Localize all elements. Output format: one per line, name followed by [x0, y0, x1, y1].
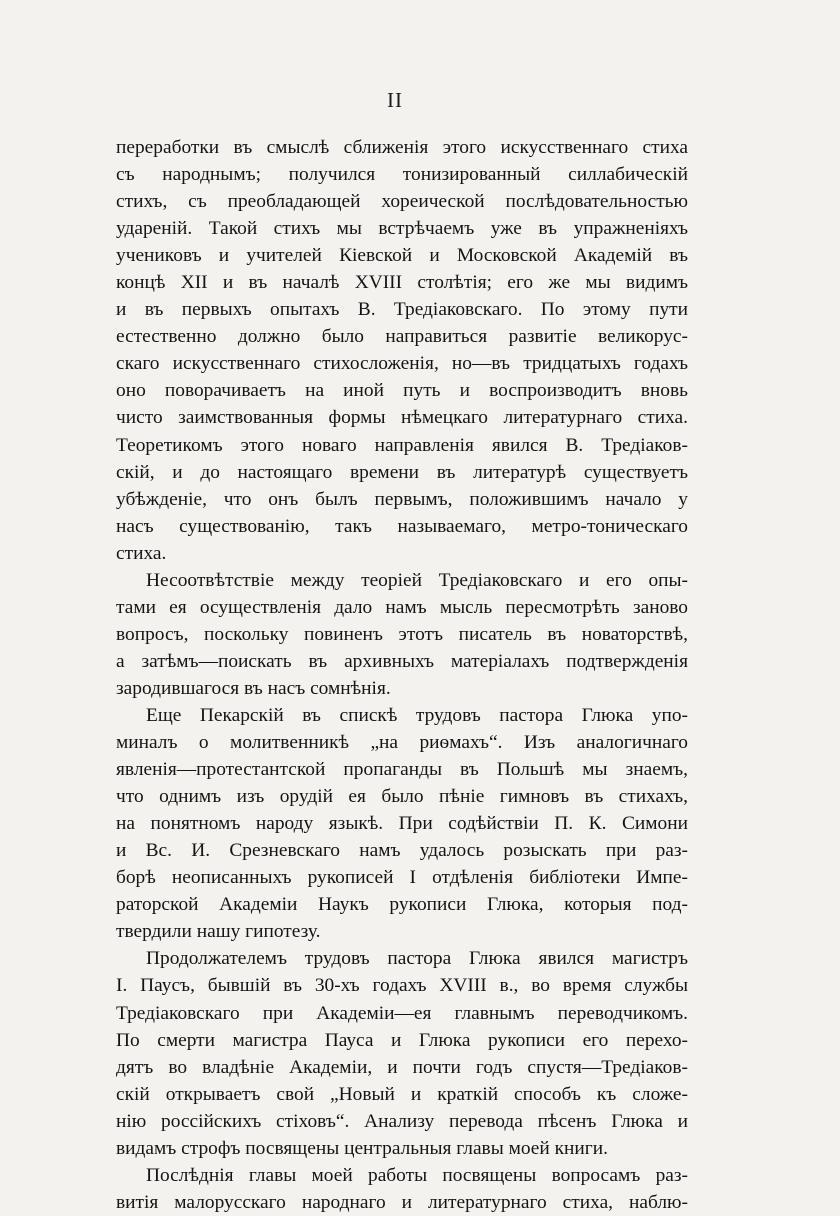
text-line: оно поворачиваетъ на иной путь и воспроизводитъ вновь	[116, 380, 688, 402]
text-line: учениковъ и учителей Кіевской и Московской Академій въ	[116, 245, 688, 267]
text-line: Послѣднія главы моей работы посвящены вопросамъ раз-	[146, 1164, 688, 1186]
text-line: скій, и до настоящаго времени въ литературѣ существуетъ	[116, 461, 688, 483]
text-line: чисто заимствованныя формы нѣмецкаго литературнаго стиха.	[116, 407, 688, 429]
text-line: что однимъ изъ орудій ея было пѣніе гимновъ въ стихахъ,	[116, 786, 688, 808]
text-line: твердили нашу гипотезу.	[116, 921, 321, 943]
text-line: Теоретикомъ этого новаго направленія явился В. Тредіаков-	[116, 434, 688, 456]
text-line: стиха.	[116, 542, 167, 564]
text-line: явленія—протестантской пропаганды въ Польшѣ мы знаемъ,	[116, 759, 688, 781]
text-line: и въ первыхъ опытахъ В. Тредіаковскаго. По этому пути	[116, 299, 688, 321]
text-line: переработки въ смыслѣ сближенія этого искусственнаго стиха	[116, 137, 688, 158]
page-number: II	[387, 88, 403, 112]
text-line: По смерти магистра Пауса и Глюка рукописи его перехо-	[116, 1029, 688, 1051]
text-line: зародившагося въ насъ сомнѣнія.	[116, 677, 391, 699]
text-line: видамъ строфъ посвящены центральныя главы моей книги.	[116, 1137, 608, 1159]
text-line: Еще Пекарскій въ спискѣ трудовъ пастора Глюка упо-	[146, 704, 688, 726]
text-line: концѣ XII и въ началѣ XVIII столѣтія; его же мы видимъ	[116, 272, 688, 294]
text-line: Несоотвѣтствіе между теоріей Тредіаковскаго и его опы-	[146, 569, 688, 591]
text-line: I. Паусъ, бывшій въ 30-хъ годахъ XVIII в., во время службы	[116, 975, 688, 997]
text-line: тами ея осуществленія дало намъ мысль пересмотрѣть заново	[116, 596, 688, 618]
text-line: стихъ, съ преобладающей хореической послѣдовательностью	[116, 191, 688, 213]
text-line: естественно должно было направиться развитіе великорус-	[116, 326, 688, 348]
text-line: на понятномъ народу языкѣ. При содѣйствіи П. К. Симони	[116, 813, 688, 835]
text-line: раторской Академіи Наукъ рукописи Глюка, которыя под-	[116, 894, 688, 916]
text-line: насъ существованію, такъ называемаго, метро-тоническаго	[116, 515, 688, 537]
text-line: дятъ во владѣніе Академіи, и почти годъ спустя—Тредіаков-	[116, 1056, 688, 1078]
text-line: а затѣмъ—поискать въ архивныхъ матеріалахъ подтвержденія	[116, 650, 688, 672]
body-text	[116, 134, 688, 1216]
text-line: Тредіаковскаго при Академіи—ея главнымъ переводчикомъ.	[116, 1002, 688, 1024]
text-line: борѣ неописанныхъ рукописей I отдѣленія библіотеки Импе-	[116, 867, 688, 889]
text-line: вопросъ, поскольку повиненъ этотъ писатель въ новаторствѣ,	[116, 623, 688, 645]
text-line: ударeній. Такой стихъ мы встрѣчаемъ уже въ упражненіяхъ	[116, 218, 688, 240]
text-line: съ народнымъ; получился тонизированный силлабическій	[116, 164, 688, 186]
text-line: Продолжателемъ трудовъ пастора Глюка явился магистръ	[146, 948, 688, 970]
text-line: скій открываетъ свой „Новый и краткій способъ къ сложе-	[116, 1083, 688, 1105]
text-line: и Вс. И. Срезневскаго намъ удалось розыскать при раз-	[116, 840, 688, 862]
text-line: убѣжденіе, что онъ былъ первымъ, положившимъ начало у	[116, 488, 688, 510]
text-line: миналъ о молитвенникѣ „на риѳмахъ“. Изъ аналогичнаго	[116, 732, 688, 754]
text-line: витія малорусскаго народнаго и литературнаго стиха, наблю-	[116, 1191, 688, 1213]
text-line: скаго искусственнаго стихосложенія, но—въ тридцатыхъ годахъ	[116, 353, 688, 375]
text-line: нію россійскихъ стіховъ“. Анализу перевода пѣсенъ Глюка и	[116, 1110, 688, 1132]
